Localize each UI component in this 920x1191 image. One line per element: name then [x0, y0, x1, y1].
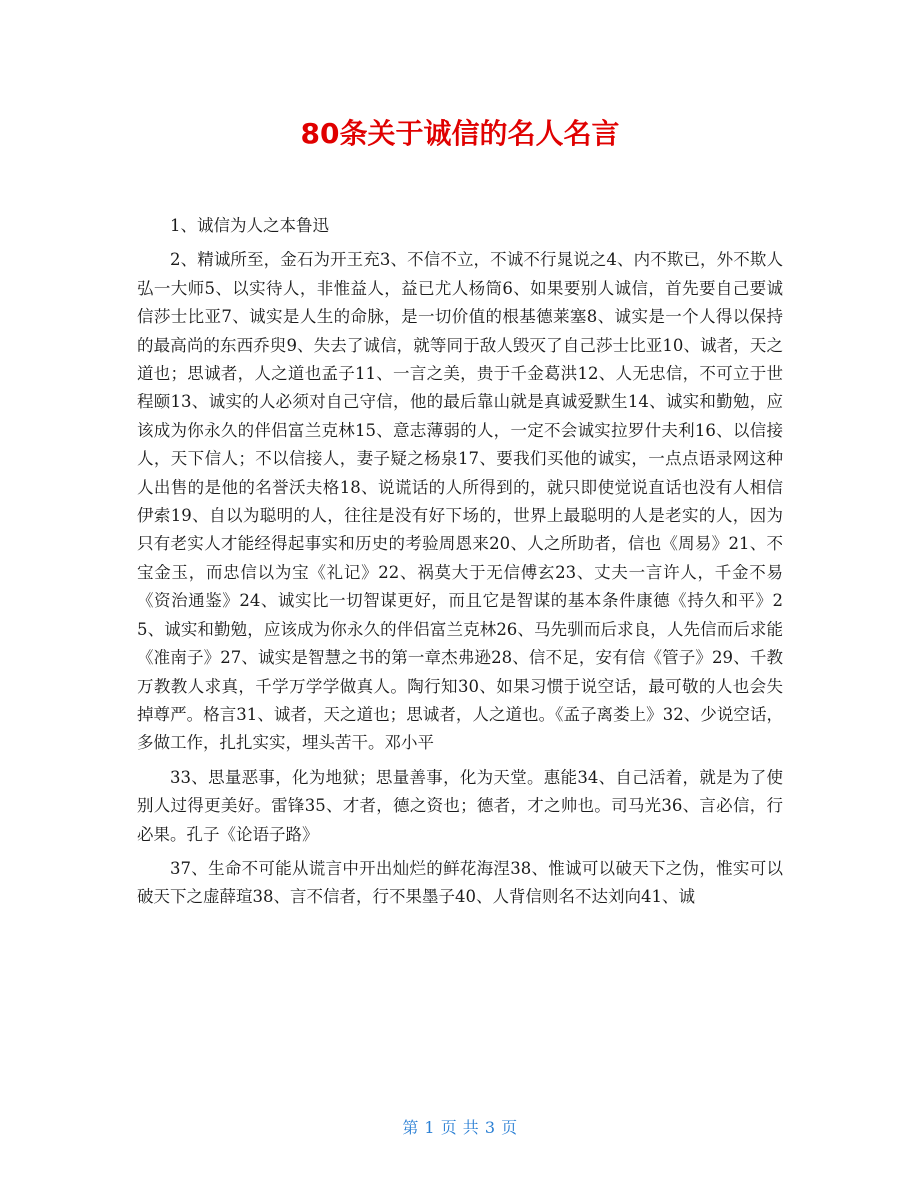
paragraph: 33、思量恶事，化为地狱；思量善事，化为天堂。惠能34、自己活着，就是为了使别人过得更美好。雷锋35、才者，德之资也；德者，才之帅也。司马光36、言必信，行必果。孔子《论语子路》	[137, 767, 783, 844]
paragraph: 1、诚信为人之本鲁迅	[170, 216, 329, 235]
paragraph: 37、生命不可能从谎言中开出灿烂的鲜花海涅38、惟诚可以破天下之伪，惟实可以破天下之虚薛瑄38、言不信者，行不果墨子40、人背信则名不达刘向41、诚	[137, 858, 783, 907]
document-body	[137, 212, 783, 918]
document-title: 80条关于诚信的名人名言	[300, 117, 620, 150]
page-number-footer: 第 1 页 共 3 页	[402, 1118, 518, 1137]
paragraph: 2、精诚所至，金石为开王充3、不信不立，不诚不行晁说之4、内不欺已，外不欺人弘一大师5、以实待人，非惟益人，益已尤人杨筒6、如果要别人诚信，首先要自己要诚信莎士比亚7、诚实是人生的命脉，是一切价值的根基德莱塞8、诚实是一个人得以保持的最高尚的东西乔臾9、失去了诚信，就等同于敌人毁灭了自己莎士比亚10、诚者，天之道也；思诚者，人之道也孟子11、一言之美，贵于千金葛洪12、人无忠信，不可立于世程颐13、诚实的人必须对自己守信，他的最后靠山就是真诚爱默生14、诚实和勤勉，应该成为你永久的伴侣富兰克林15、意志薄弱的人，一定不会诚实拉罗什夫利16、以信接人，天下信人；不以信接人，妻子疑之杨泉17、要我们买他的诚实，一点点语录网这种人出售的是他的名誉沃夫格18、说谎话的人所得到的，就只即使觉说直话也没有人相信伊索19、自以为聪明的人，往往是没有好下场的，世界上最聪明的人是老实的人，因为只有老实人才能经得起事实和历史的考验周恩来20、人之所助者，信也《周易》21、不宝金玉，而忠信以为宝《礼记》22、祸莫大于无信傅玄23、丈夫一言许人，千金不易《资治通鉴》24、诚实比一切智谋更好，而且它是智谋的基本条件康德《持久和平》25、诚实和勤勉，应该成为你永久的伴侣富兰克林26、马先驯而后求良，人先信而后求能《准南子》27、诚实是智慧之书的第一章杰弗逊28、信不足，安有信《管子》29、千教万教教人求真，千学万学学做真人。陶行知30、如果习惯于说空话，最可敬的人也会失掉尊严。格言31、诚者，天之道也；思诚者，人之道也。《孟子离娄上》32、少说空话，多做工作，扎扎实实，埋头苦干。邓小平	[137, 250, 783, 753]
